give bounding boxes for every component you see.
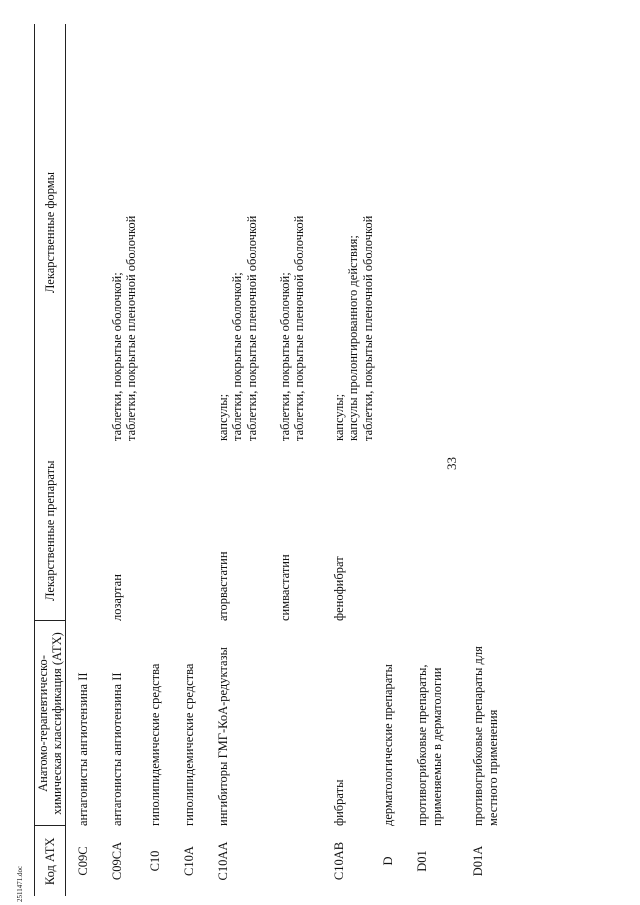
drug-name-cell (66, 441, 104, 621)
classification-line: противогрибковые препараты для (471, 646, 485, 826)
table-header-row (35, 24, 66, 896)
document-filename: 2511471.doc (16, 865, 24, 902)
dosage-forms-cell (176, 24, 210, 441)
dosage-forms-line: таблетки, покрытые пленочной оболочкой (124, 215, 138, 441)
classification-cell (326, 621, 376, 826)
drug-name-line: симвастатин (277, 554, 292, 621)
dosage-forms-cell (409, 24, 465, 441)
table-row (66, 24, 104, 896)
atc-code-cell: D01 (415, 850, 429, 872)
atc-code-cell: D01A (471, 845, 485, 877)
classification-line: применяемые в дерматологии (429, 667, 444, 826)
dosage-forms-line: таблетки, покрытые оболочкой; (109, 272, 124, 441)
atc-code-cell: C09C (76, 846, 90, 876)
drug-name-cell (176, 441, 210, 621)
classification-line: антагонисты ангиотензина II (76, 672, 90, 826)
classification-line: ингибиторы ГМГ-КоА-редуктазы (215, 647, 230, 826)
dosage-forms-line: таблетки, покрытые пленочной оболочкой (244, 215, 259, 441)
classification-cell (176, 621, 210, 826)
classification-cell (272, 621, 326, 826)
header-code: Код АТХ (35, 826, 66, 896)
table-row (142, 24, 176, 896)
classification-line: гиполипидемические средства (181, 663, 196, 826)
drug-name-cell (326, 441, 376, 621)
table-row (272, 24, 326, 896)
dosage-forms-line: капсулы пролонгированного действия; (346, 235, 360, 441)
header-forms: Лекарственные формы (35, 24, 66, 441)
classification-cell (375, 621, 409, 826)
classification-cell (142, 621, 176, 826)
atc-code-cell: D (381, 856, 395, 866)
dosage-forms-line: таблетки, покрытые оболочкой; (230, 272, 244, 441)
classification-cell (409, 621, 465, 826)
atc-code-cell (272, 826, 326, 896)
classification-cell (104, 621, 142, 826)
dosage-forms-cell (375, 24, 409, 441)
dosage-forms-cell (272, 24, 326, 441)
drug-name-cell (375, 441, 409, 621)
dosage-forms-cell (465, 24, 513, 441)
dosage-forms-line: капсулы; (331, 393, 346, 441)
drug-name-cell (272, 441, 326, 621)
classification-line: противогрибковые препараты, (415, 664, 429, 826)
drug-name-line: аторвастатин (215, 551, 230, 621)
drug-name-cell (104, 441, 142, 621)
table-row (176, 24, 210, 896)
dosage-forms-cell (66, 24, 104, 441)
classification-line: фибраты (331, 779, 346, 826)
table-row (326, 24, 376, 896)
classification-line: дерматологические препараты (381, 664, 395, 826)
classification-cell (66, 621, 104, 826)
drug-name-cell (465, 441, 513, 621)
atc-code-cell: C10A (181, 846, 196, 876)
table-row (409, 24, 465, 896)
drug-name-cell (409, 441, 465, 621)
dosage-forms-line: таблетки, покрытые пленочной оболочкой (292, 215, 306, 441)
classification-line: гиполипидемические средства (147, 663, 162, 826)
table-row (210, 24, 272, 896)
classification-cell (465, 621, 513, 826)
dosage-forms-cell (210, 24, 272, 441)
table-row (104, 24, 142, 896)
dosage-forms-line: таблетки, покрытые пленочной оболочкой (360, 215, 375, 441)
dosage-forms-cell (142, 24, 176, 441)
drug-name-line: лозартан (109, 574, 124, 621)
header-drugs: Лекарственные препараты (35, 441, 66, 621)
classification-cell (210, 621, 272, 826)
dosage-forms-line: капсулы; (215, 393, 230, 441)
classification-line: местного применения (485, 709, 500, 826)
atc-code-cell: C10AB (331, 841, 346, 881)
drug-name-line: фенофибрат (331, 556, 346, 621)
drug-name-cell (142, 441, 176, 621)
dosage-forms-line: таблетки, покрытые оболочкой; (277, 272, 292, 441)
page-number: 33 (444, 457, 459, 470)
table-row (465, 24, 513, 896)
drug-name-cell (210, 441, 272, 621)
classification-line: антагонисты ангиотензина II (109, 672, 124, 826)
dosage-forms-cell (326, 24, 376, 441)
table-row (375, 24, 409, 896)
atc-code-cell: C10 (147, 850, 162, 872)
atc-code-cell: C09CA (109, 841, 124, 881)
dosage-forms-cell (104, 24, 142, 441)
header-classification: Анатомо-терапевтическо-химическая классификация (АТХ) (35, 621, 66, 826)
atc-code-cell: C10AA (215, 841, 230, 881)
atc-drug-table (34, 24, 513, 896)
